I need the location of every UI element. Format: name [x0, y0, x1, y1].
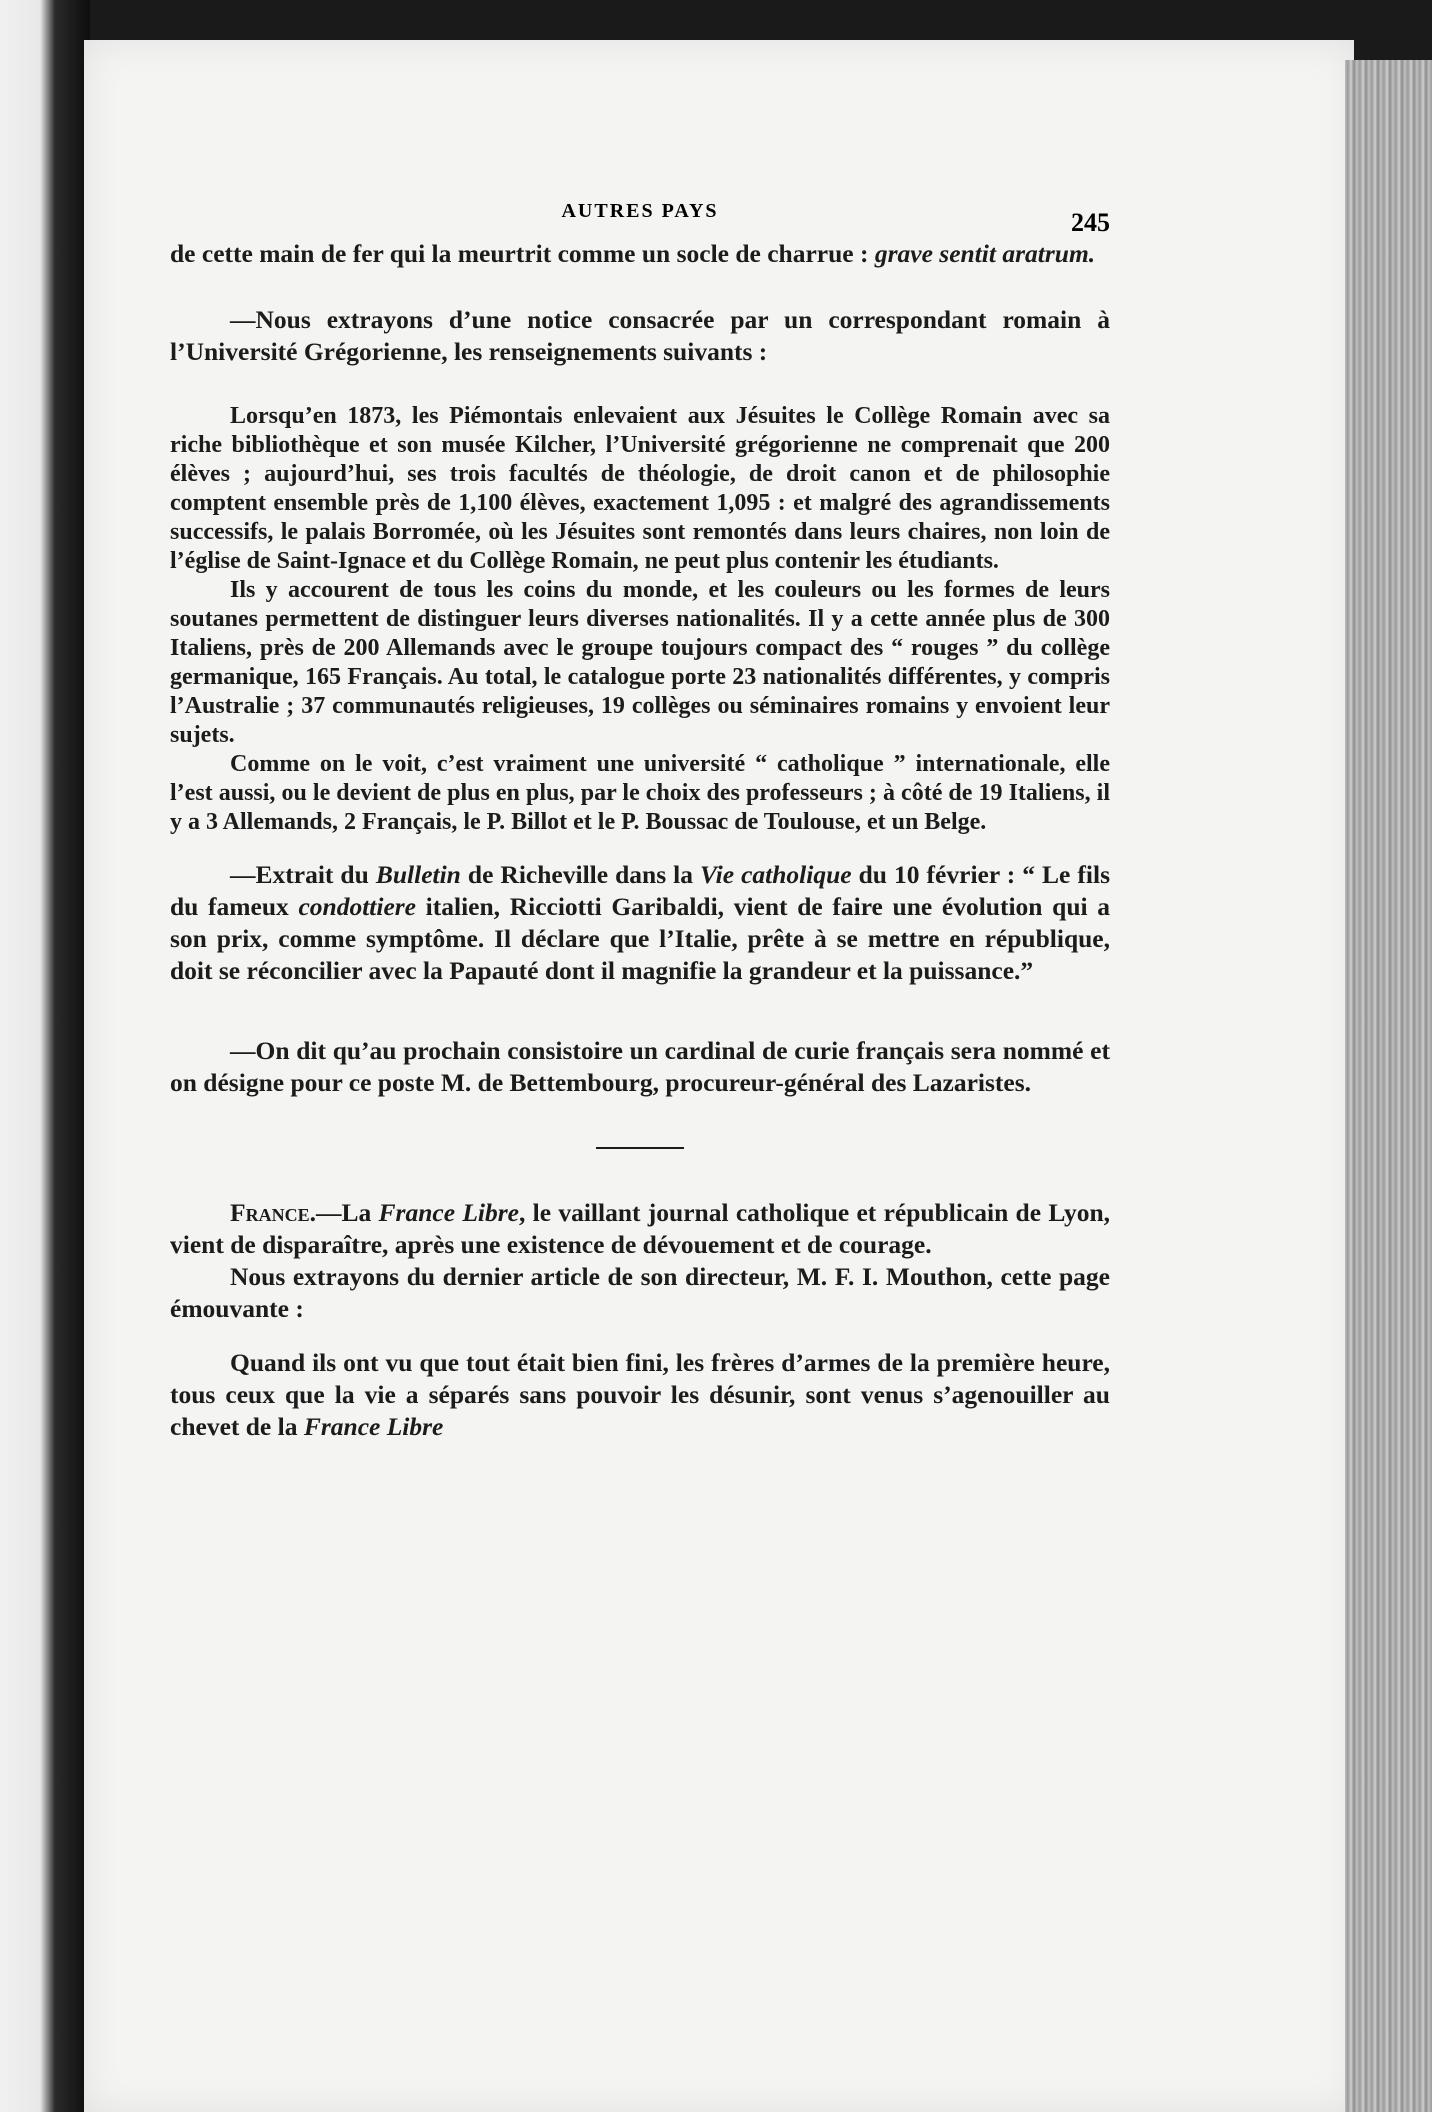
publication-title: France Libre [378, 1198, 519, 1227]
paragraph-text: , le vaillant journal catholique et républicain de Lyon, vient de disparaître, après une existence de dévouement et de courage. [170, 1198, 1111, 1259]
paragraph-text: de cette main de fer qui la meurtrit comme un socle de charrue : [170, 239, 875, 268]
body-text [170, 238, 1110, 1443]
quote-paragraph: Lorsqu’en 1873, les Piémontais enlevaient aux Jésuites le Collège Romain avec sa riche bibliothèque et son musée Kilcher, l’Université grégorienne ne comprenait que 200 élèves ; aujourd’hui, ses trois facultés de théologie, de droit canon et de philosophie comptent ensemble près de 1,100 élèves, exactement 1,095 : et malgré des agrandissements successifs, le palais Borromée, où les Jésuites sont remontés dans leurs chaires, non loin de l’église de Saint-Ignace et du Collège Romain, ne peut plus contenir les étudiants. [170, 403, 1110, 574]
quote-paragraph: Ils y accourent de tous les coins du monde, et les couleurs ou les formes de leurs soutanes permettent de distinguer leurs diverses nationalités. Il y a cette année plus de 300 Italiens, près de 200 Allemands avec le groupe toujours compact des “ rouges ” du collège germanique, 165 Français. Au total, le catalogue porte 23 nationalités différentes, y compris l’Australie ; 37 communautés religieuses, 19 collèges ou séminaires romains y envoient leur sujets. [170, 577, 1110, 748]
paragraph-notice: —Nous extrayons d’une notice consacrée par un correspondant romain à l’Université Grégorienne, les renseignements suivants : [170, 305, 1110, 366]
paragraph-continued [170, 238, 1110, 270]
paragraph-bulletin [170, 859, 1110, 987]
paragraph-text: du 10 février : “ Le fils du fameux [170, 860, 1110, 921]
paragraph-quote-france-libre [170, 1347, 1110, 1443]
paragraph-text: de Richeville dans la [460, 860, 701, 889]
italic-term: condottiere [298, 892, 417, 921]
scan-top-right-shadow [1345, 0, 1432, 60]
section-heading-country: France. [230, 1198, 316, 1227]
paragraph-france [170, 1197, 1110, 1261]
book-page-edges [1345, 60, 1432, 2112]
paragraph-text: —La [315, 1198, 379, 1227]
paragraph-text: —Extrait du [230, 860, 376, 889]
scan-binding-shadow [0, 0, 90, 2112]
publication-title: Bulletin [375, 860, 461, 889]
paragraph-text: Quand ils ont vu que tout était bien fini, les frères d’armes de la première heure, tous ceux que la vie a séparés sans pouvoir les désunir, sont venus s’agenouiller au chevet de la [170, 1348, 1110, 1441]
paragraph-text: italien, Ricciotti Garibaldi, vient de faire une évolution qui a son prix, comme symptôme. Il déclare que l’Italie, prête à se mettre en république, doit se réconcilier avec la Papauté dont il magnifie la grandeur et la puissance.” [170, 892, 1111, 985]
publication-title: France Libre [303, 1412, 444, 1441]
paragraph-consistoire: —On dit qu’au prochain consistoire un cardinal de curie français sera nommé et on désigne pour ce poste M. de Bettembourg, procureur-général des Lazaristes. [170, 1036, 1110, 1097]
latin-quote: grave sentit aratrum. [874, 239, 1096, 268]
quote-paragraph: Comme on le voit, c’est vraiment une université “ catholique ” internationale, elle l’est aussi, ou le devient de plus en plus, par le choix des professeurs ; à côté de 19 Italiens, il y a 3 Allemands, 2 Français, le P. Billot et le P. Boussac de Toulouse, et un Belge. [170, 751, 1110, 835]
running-head [170, 196, 1110, 236]
page-number: 245 [1071, 208, 1110, 237]
running-title: AUTRES PAYS [561, 200, 719, 222]
paragraph-mouthon: Nous extrayons du dernier article de son directeur, M. F. I. Mouthon, cette page émouvante : [170, 1262, 1110, 1323]
publication-title: Vie catholique [700, 860, 852, 889]
